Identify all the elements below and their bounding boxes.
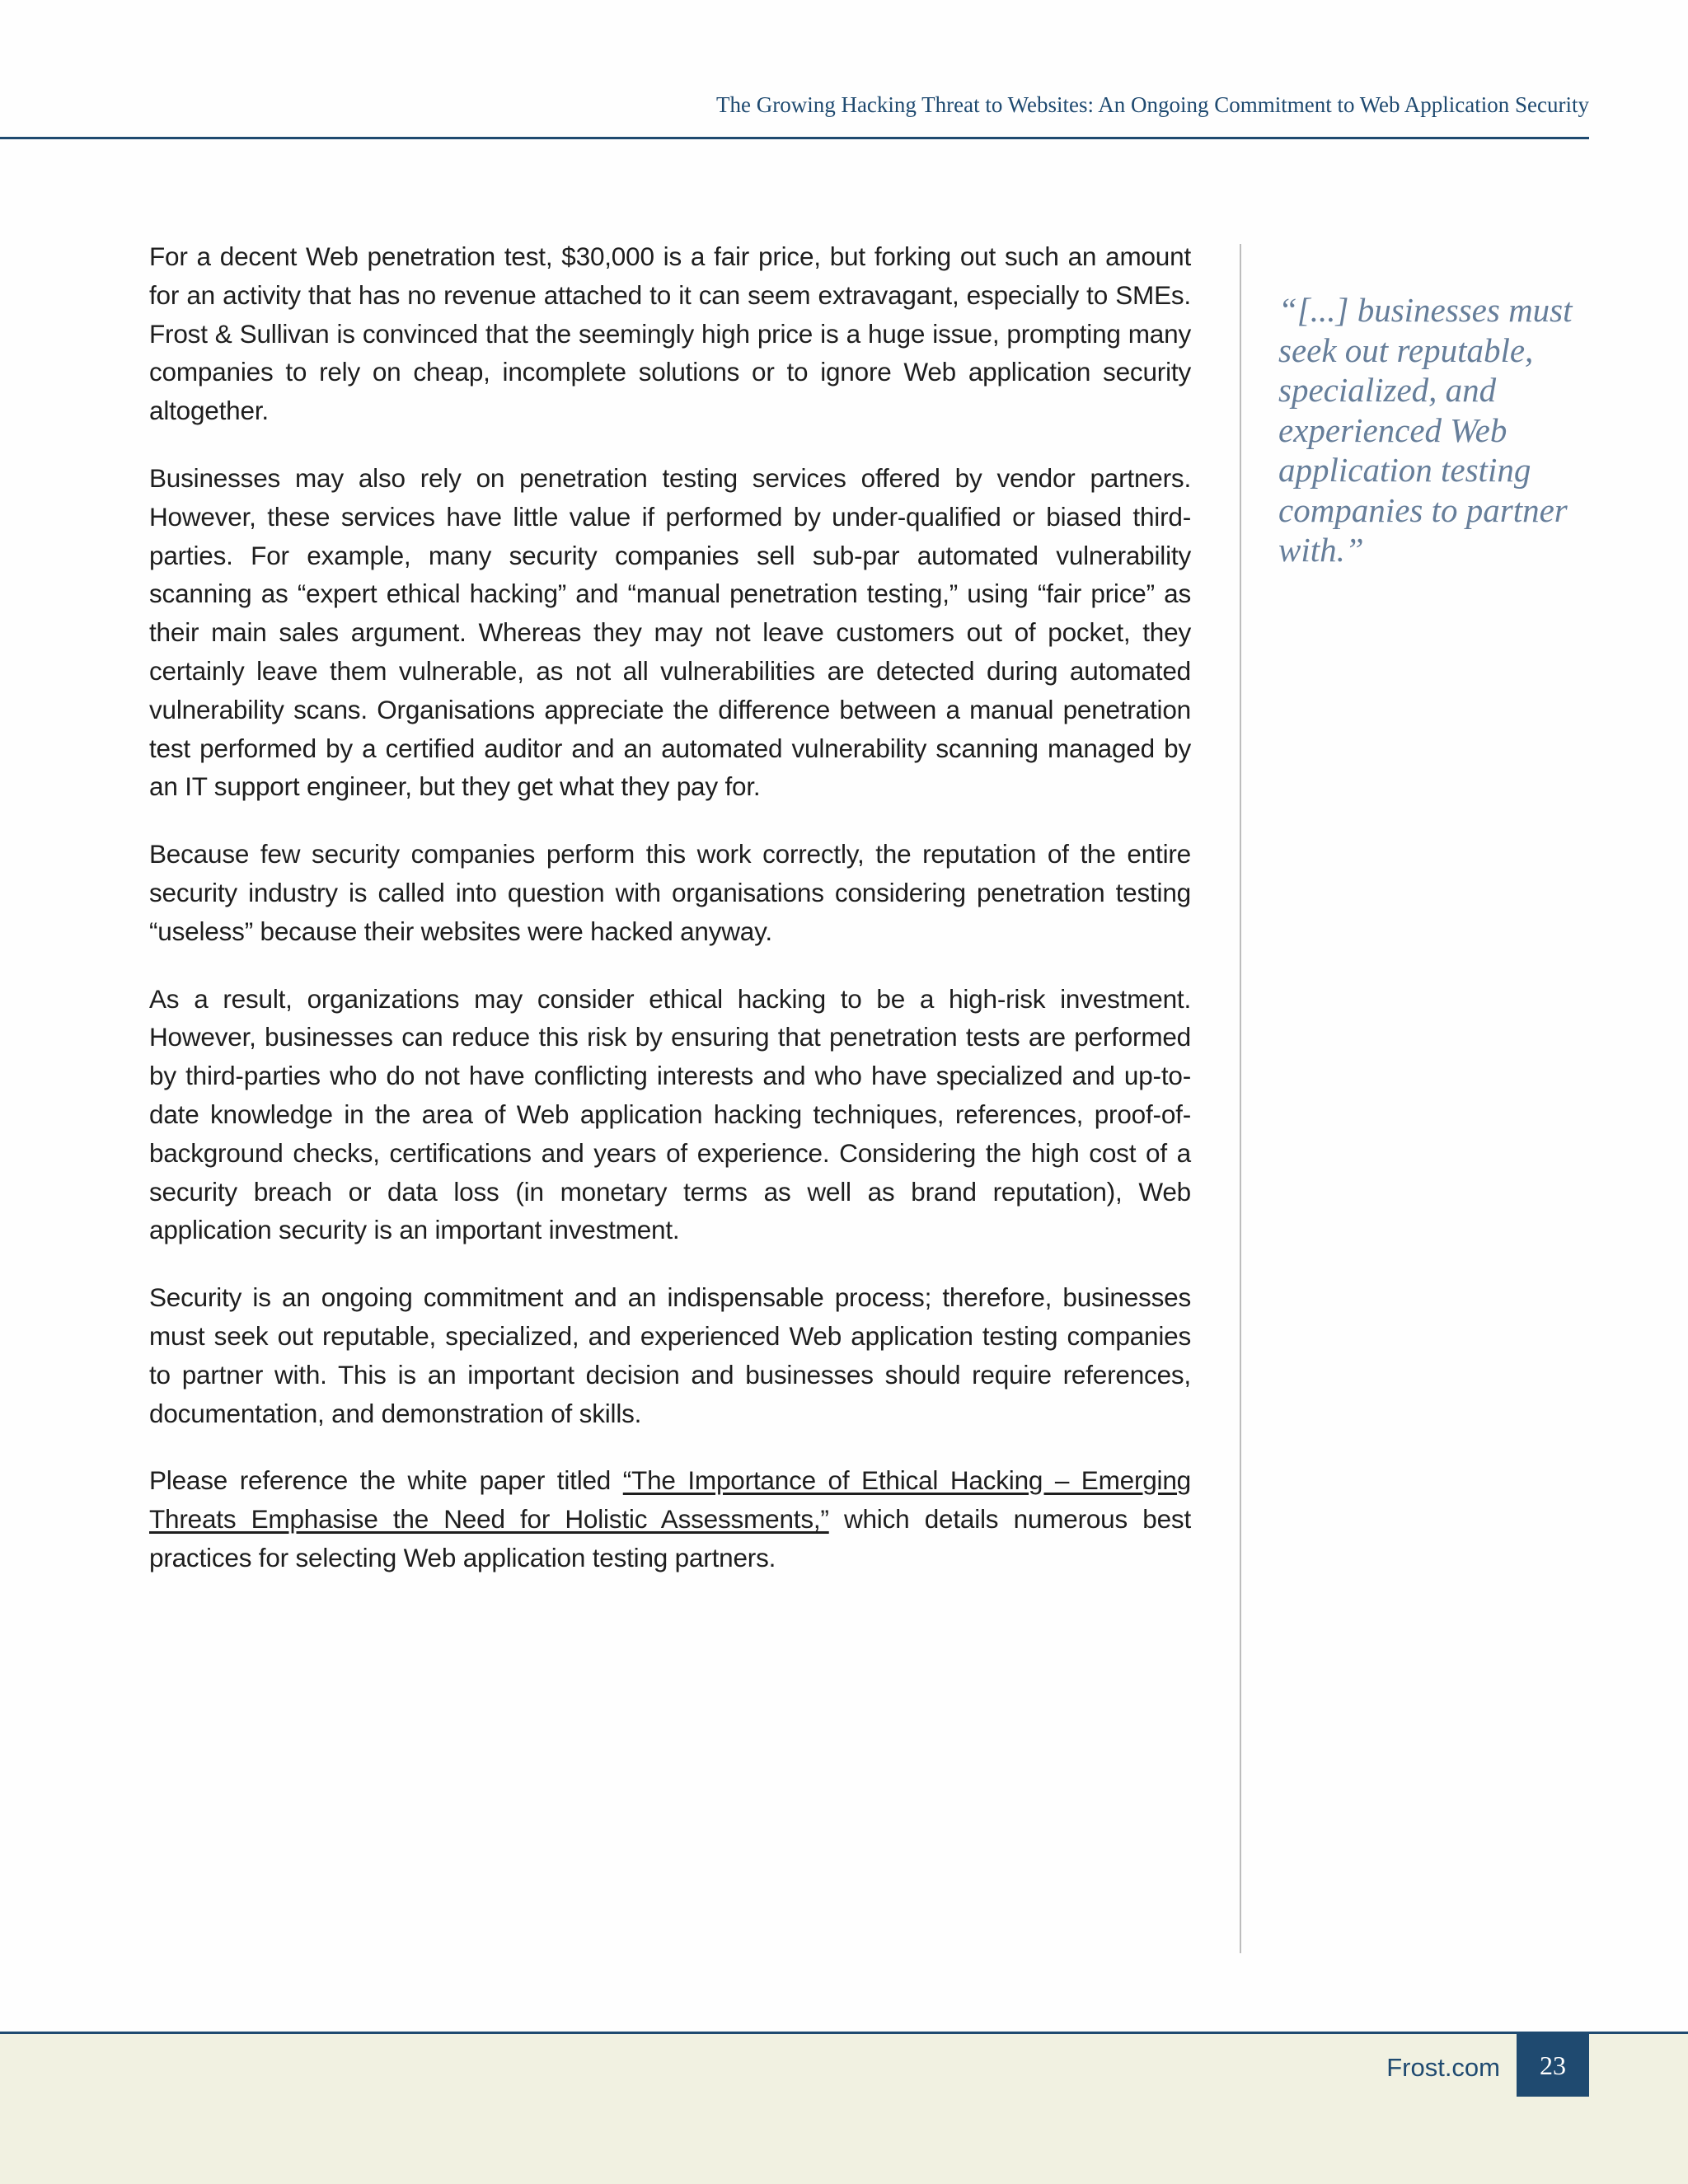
- header-rule: [0, 137, 1589, 139]
- pull-quote: “[...] businesses must seek out reputable, specialized, and experienced Web application testing companies to partner with.”: [1278, 291, 1573, 569]
- body-paragraph-1: For a decent Web penetration test, $30,000 is a fair price, but forking out such an amount for an activity that has no revenue attached to it can seem extravagant, especially to SMEs. Frost & Sullivan is convinced that the seemingly high price is a huge issue, prompting many companies to rely on cheap, incomplete solutions or to ignore Web application security altogether.: [149, 241, 1191, 426]
- reference-paragraph: [149, 1461, 1191, 1577]
- page-number-box: [1517, 2034, 1589, 2097]
- page-number: 23: [1540, 2050, 1566, 2080]
- white-paper-link[interactable]: “The Importance of Ethical Hacking – Emerging Threats Emphasise the Need for Holistic Assessments,”: [149, 1465, 1191, 1535]
- body-paragraph-3: Because few security companies perform this work correctly, the reputation of the entire security industry is called into question with organisations considering penetration testing “useless” because their websites were hacked anyway.: [149, 839, 1191, 946]
- body-paragraph-2: Businesses may also rely on penetration testing services offered by vendor partners. However, these services have little value if performed by under-qualified or biased third-parties. For example, many security companies sell sub-par automated vulnerability scanning as “expert ethical hacking” and “manual penetration testing,” using “fair price” as their main sales argument. Whereas they may not leave customers out of pocket, they certainly leave them vulnerable, as not all vulnerabilities are detected during automated vulnerability scans. Organisations appreciate the difference between a manual penetration test performed by a certified auditor and an automated vulnerability scanning managed by an IT support engineer, but they get what they pay for.: [149, 462, 1191, 802]
- reference-suffix: which details numerous best practices for selecting Web application testing partners.: [149, 1504, 1192, 1572]
- reference-prefix: Please reference the white paper titled: [149, 1465, 623, 1496]
- footer-site-link[interactable]: Frost.com: [1386, 2053, 1500, 2082]
- running-header: The Growing Hacking Threat to Websites: An Ongoing Commitment to Web Application Security: [715, 92, 1589, 117]
- body-paragraph-5: Security is an ongoing commitment and an indispensable process; therefore, businesses must seek out reputable, specialized, and experienced Web application testing companies to partner with. This is an important decision and businesses should require references, documentation, and demonstration of skills.: [149, 1282, 1191, 1428]
- column-divider: [1240, 244, 1241, 1953]
- footer-rule: [0, 2032, 1688, 2034]
- body-paragraph-4: As a result, organizations may consider ethical hacking to be a high-risk investment. However, businesses can reduce this risk by ensuring that penetration tests are performed by third-parties who do not have conflicting interests and who have specialized and up-to-date knowledge in the area of Web application hacking techniques, references, proof-of-background checks, certifications and years of experience. Considering the high cost of a security breach or data loss (in monetary terms as well as brand reputation), Web application security is an important investment.: [149, 983, 1191, 1245]
- main-text-column: [149, 237, 1191, 1606]
